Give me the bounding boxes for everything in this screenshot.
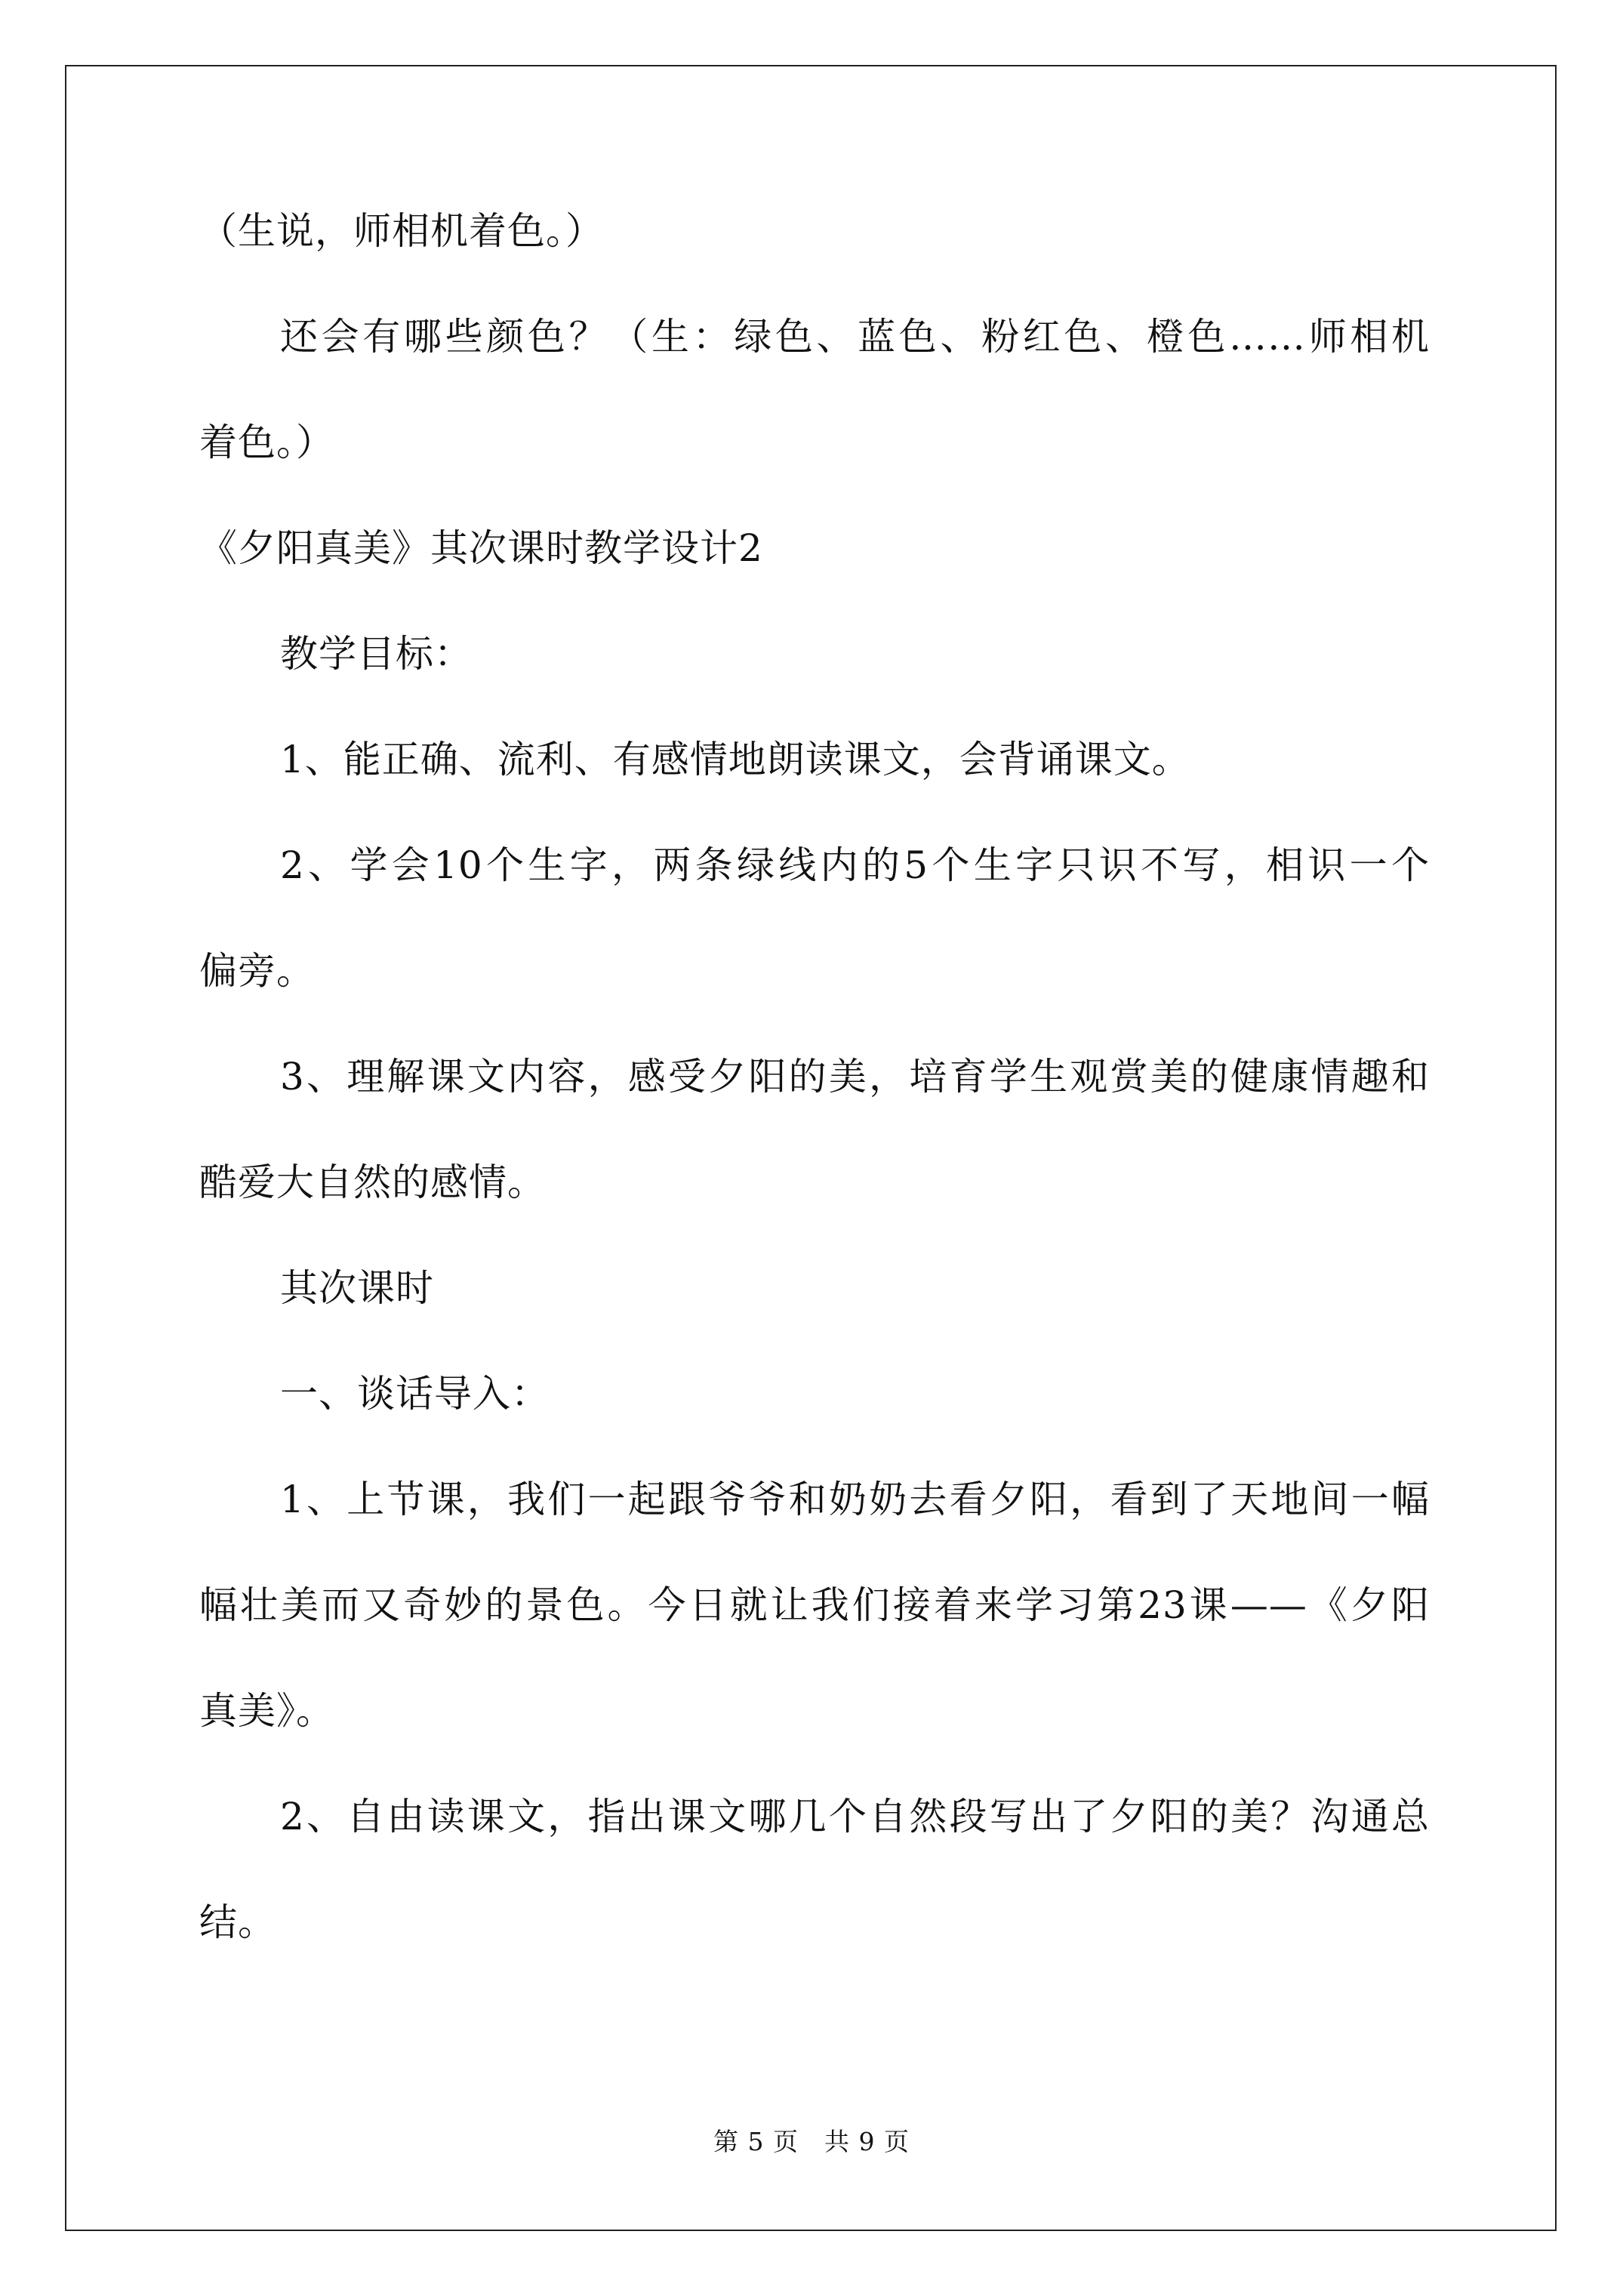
section-heading: 《夕阳真美》其次课时教学设计2: [199, 526, 763, 570]
paragraph-line: 1、上节课，我们一起跟爷爷和奶奶去看夕阳，看到了天地间一幅: [280, 1478, 1430, 1521]
paragraph-line: 一、谈话导入：: [280, 1372, 550, 1416]
paragraph-line: （生说，师相机着色。）: [199, 209, 604, 253]
paragraph-line: 还会有哪些颜色？（生：绿色、蓝色、粉红色、橙色……师相机: [280, 315, 1430, 359]
paragraph-line: 其次课时: [280, 1266, 434, 1310]
paragraph-line: 偏旁。: [199, 949, 315, 993]
paragraph-line: 2、自由读课文，指出课文哪几个自然段写出了夕阳的美？沟通总: [280, 1795, 1430, 1838]
paragraph-line: 真美》。: [199, 1689, 334, 1733]
page-number-footer: 第 5 页 共 9 页: [713, 2127, 910, 2156]
paragraph-line: 1、能正确、流利、有感情地朗读课文，会背诵课文。: [280, 738, 1190, 781]
paragraph-line: 3、理解课文内容，感受夕阳的美，培育学生观赏美的健康情趣和: [280, 1055, 1430, 1099]
paragraph-line: 2、学会10个生字，两条绿线内的5个生字只识不写，相识一个: [280, 843, 1430, 887]
paragraph-line: 结。: [199, 1900, 276, 1944]
paragraph-line: 着色。）: [199, 421, 334, 464]
paragraph-line: 幅壮美而又奇妙的景色。今日就让我们接着来学习第23课——《夕阳: [199, 1583, 1430, 1627]
paragraph-line: 教学目标：: [280, 632, 473, 676]
paragraph-line: 酷爱大自然的感情。: [199, 1160, 546, 1204]
